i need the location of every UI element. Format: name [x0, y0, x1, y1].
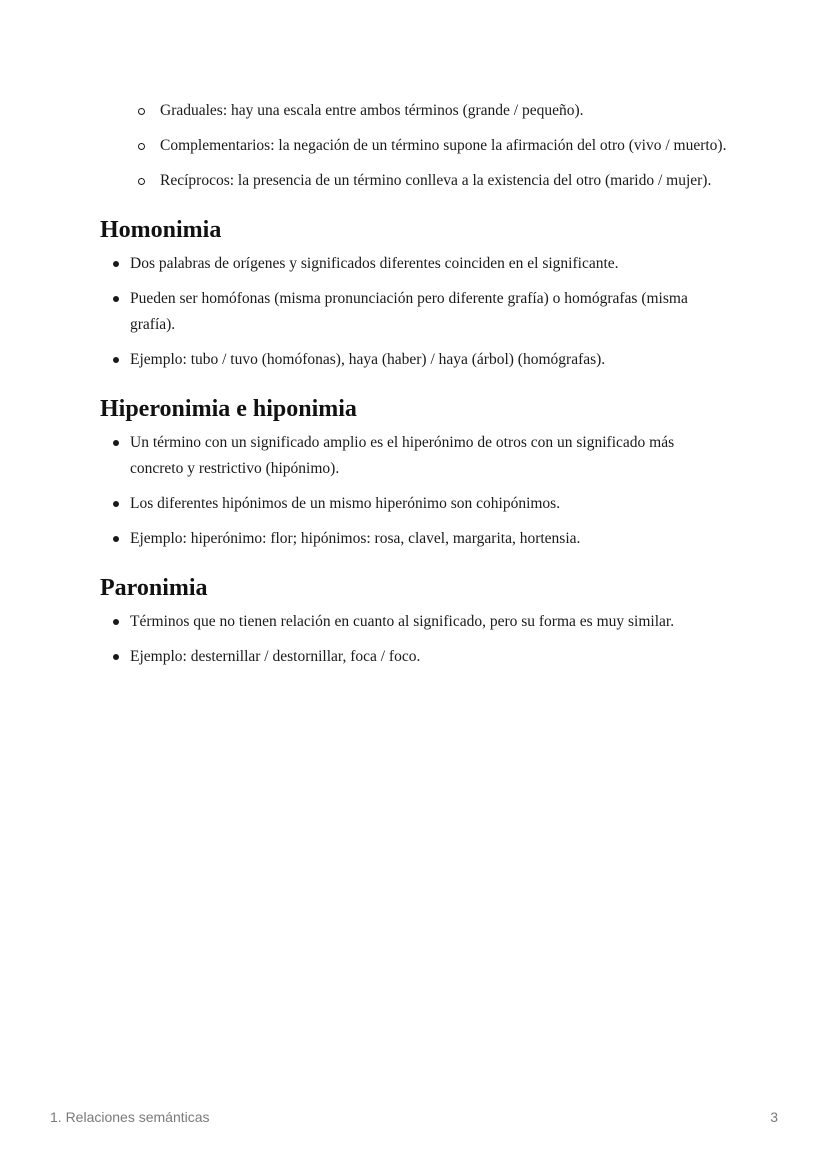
list-item: [100, 526, 730, 552]
list-item-text: Ejemplo: hiperónimo: flor; hipónimos: rosa, clavel, margarita, hortensia.: [130, 530, 581, 547]
list-item-text: Complementarios: la negación de un término supone la afirmación del otro (vivo / muerto).: [160, 137, 727, 154]
footer-chapter-title: 1. Relaciones semánticas: [50, 1109, 210, 1125]
list-item: [100, 491, 730, 517]
list-item-text: Ejemplo: desternillar / destornillar, foca / foco.: [130, 648, 421, 665]
list-item-text: Los diferentes hipónimos de un mismo hiperónimo son cohipónimos.: [130, 495, 561, 512]
list-item: [100, 430, 730, 482]
bullet-icon: [113, 536, 119, 542]
bullet-icon: [113, 501, 119, 507]
section-paronimia: [100, 573, 730, 670]
antonym-types-list: [100, 98, 730, 194]
list-item: [100, 286, 730, 338]
hollow-circle-bullet-icon: [138, 178, 145, 185]
list-item: [100, 98, 730, 124]
section-heading: Hiperonimia e hiponimia: [100, 396, 357, 422]
bullet-icon: [113, 440, 119, 446]
list-item-text: Un término con un significado amplio es el hiperónimo de otros con un significado más concreto y restrictivo (hipónimo).: [130, 434, 675, 477]
list-item-text: Recíprocos: la presencia de un término conlleva a la existencia del otro (marido / mujer).: [160, 172, 712, 189]
bullet-list: [100, 609, 730, 670]
bullet-icon: [113, 619, 119, 625]
bullet-list: [100, 430, 730, 552]
list-item-text: Términos que no tienen relación en cuanto al significado, pero su forma es muy similar.: [130, 613, 675, 630]
section-homonimia: [100, 215, 730, 373]
list-item: [100, 133, 730, 159]
footer-page-number: 3: [770, 1109, 778, 1125]
list-item: [100, 609, 730, 635]
list-item: [100, 644, 730, 670]
bullet-icon: [113, 296, 119, 302]
hollow-circle-bullet-icon: [138, 143, 145, 150]
page-content: [100, 98, 730, 679]
bullet-icon: [113, 261, 119, 267]
list-item-text: Graduales: hay una escala entre ambos términos (grande / pequeño).: [160, 102, 584, 119]
list-item: [100, 168, 730, 194]
list-item: [100, 251, 730, 277]
list-item-text: Dos palabras de orígenes y significados diferentes coinciden en el significante.: [130, 255, 619, 272]
section-heading: Paronimia: [100, 575, 208, 601]
list-item: [100, 347, 730, 373]
bullet-list: [100, 251, 730, 373]
list-item-text: Ejemplo: tubo / tuvo (homófonas), haya (haber) / haya (árbol) (homógrafas).: [130, 351, 606, 368]
bullet-icon: [113, 357, 119, 363]
section-heading: Homonimia: [100, 217, 222, 243]
hollow-circle-bullet-icon: [138, 108, 145, 115]
list-item-text: Pueden ser homófonas (misma pronunciación pero diferente grafía) o homógrafas (misma grafía).: [130, 290, 688, 333]
bullet-icon: [113, 654, 119, 660]
section-hiperonimia: [100, 394, 730, 552]
